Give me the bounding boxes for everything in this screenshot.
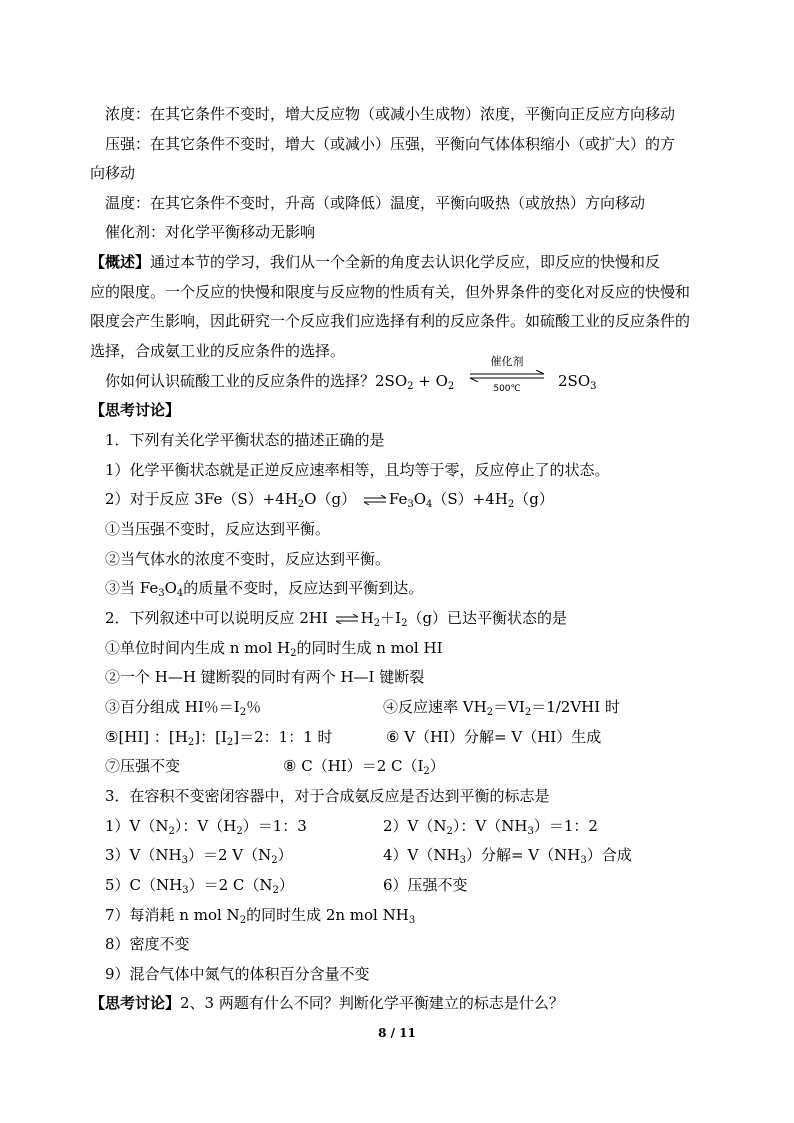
overview-line-1 xyxy=(90,252,660,272)
pressure-rule-cont: 向移动 xyxy=(90,164,136,182)
q2-option-5: ⑤[HI] ：$[H_2]$：$[I_2]=2$：1：1 时 xyxy=(105,728,333,748)
reversible-arrow-icon xyxy=(335,614,359,624)
temperature-rule: 温度：在其它条件不变时，升高（或降低）温度，平衡向吸热（或放热）方向移动 xyxy=(105,194,646,212)
q2-option-4: ④反应速率 $VH_2=VI_2=1/2VHI$ 时 xyxy=(383,698,620,718)
q2-option-2: ②一个 H—H 键断裂的同时有两个 H—I 键断裂 xyxy=(105,668,425,686)
concentration-rule: 浓度：在其它条件不变时，增大反应物（或减小生成物）浓度，平衡向正反应方向移动 xyxy=(105,105,676,123)
reversible-arrow-icon xyxy=(363,495,387,505)
q1-item-1: 1）化学平衡状态就是正逆反应速率相等，且均等于零，反应停止了的状态。 xyxy=(105,461,610,479)
q1-option-2: ②当气体水的浓度不变时，反应达到平衡。 xyxy=(105,550,391,568)
sulfuric-question-line xyxy=(105,371,454,391)
reactant-so2: $2SO_2$ xyxy=(375,372,414,392)
catalyst-rule: 催化剂：对化学平衡移动无影响 xyxy=(105,223,316,241)
product-so3: $2SO_3$ xyxy=(558,372,597,392)
overview-line-3: 限度会产生影响，因此研究一个反应我们应选择有利的反应条件。如硫酸工业的反应条件的 xyxy=(90,312,691,330)
q3-option-3: $3)V(NH_3)=2$ $V(N_2)$ xyxy=(105,846,293,866)
q2-title: 2．下列叙述中可以说明反应 2HI $H_2+I_2(g)$已达平衡状态的是 xyxy=(105,609,568,629)
q3-option-6: 6）压强不变 xyxy=(383,876,468,894)
discussion-tag: 【思考讨论】 xyxy=(90,994,181,1012)
q2-option-1: ①单位时间内生成 n mol $H_2$的同时生成 n mol HI xyxy=(105,639,443,659)
q1-option-3: ③当 $Fe_3O_4$的质量不变时，反应达到平衡到达。 xyxy=(105,579,424,599)
discussion-heading: 【思考讨论】 xyxy=(90,401,181,419)
final-discussion xyxy=(90,993,564,1013)
catalyst-label: 催化剂 xyxy=(490,355,524,368)
q3-option-9: 9）混合气体中氮气的体积百分含量不变 xyxy=(105,965,370,983)
q3-title: 3．在容积不变密闭容器中，对于合成氨反应是否达到平衡的标志是 xyxy=(105,787,550,805)
q1-option-1: ①当压强不变时，反应达到平衡。 xyxy=(105,520,331,538)
overview-line-4: 选择，合成氨工业的反应条件的选择。 xyxy=(90,342,346,360)
q1-item-2: 2）对于反应 $3Fe(S)+4H_2O(g)$ $Fe_3O_4(S)+4H_2(g)$ xyxy=(105,490,554,510)
q2-option-6: ⑥ V（HI）分解= V（HI）生成 xyxy=(386,728,602,746)
reversible-arrow xyxy=(464,356,550,396)
overview-line-2: 应的限度。一个反应的快慢和限度与反应物的性质有关，但外界条件的变化对反应的快慢和 xyxy=(90,283,691,301)
q3-option-2: $2)V(N_2)$：$V(NH_3)=1$：2 xyxy=(383,817,598,837)
q2-option-8: ⑧ C（HI）＝2 $C(I_2)$ xyxy=(283,757,445,777)
reactant-o2: + $O_2$ xyxy=(413,372,455,392)
pressure-rule: 压强：在其它条件不变时，增大（或减小）压强，平衡向气体体积缩小（或扩大）的方 xyxy=(105,135,676,153)
q2-option-7: ⑦压强不变 xyxy=(105,757,181,775)
reversible-arrow-icon xyxy=(468,370,546,382)
q1-title: 1．下列有关化学平衡状态的描述正确的是 xyxy=(105,431,385,449)
page-number: 8 / 11 xyxy=(378,1026,416,1040)
q3-option-5: $5)C(NH_3)=2$ $C(N_2)$ xyxy=(105,876,294,896)
temperature-label: 500℃ xyxy=(493,384,521,394)
final-discussion-text: 2、3 两题有什么不同？判断化学平衡建立的标志是什么？ xyxy=(180,994,564,1012)
q3-option-7: 7）每消耗 n mol $N_2$的同时生成 2n mol $NH_3$ xyxy=(105,906,416,926)
q2-option-3: ③百分组成 HI％$=I_2$％ xyxy=(105,698,262,718)
overview-tag: 【概述】 xyxy=(90,253,151,271)
overview-text-1: 通过本节的学习，我们从一个全新的角度去认识化学反应，即反应的快慢和反 xyxy=(150,253,661,271)
q3-option-8: 8）密度不变 xyxy=(105,935,190,953)
q3-option-1: $1)V(N_2)$：$V(H_2)=1$：3 xyxy=(105,817,307,837)
sulfuric-question: 你如何认识硫酸工业的反应条件的选择？ xyxy=(105,372,376,390)
q3-option-4: $4)V(NH_3)$分解= $V(NH_3)$合成 xyxy=(383,846,632,866)
